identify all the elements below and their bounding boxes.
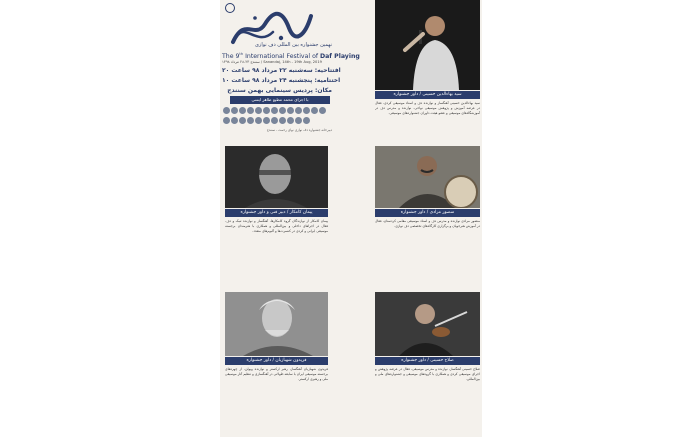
judge-photo-4 — [225, 292, 328, 356]
sponsor-logo-icon — [311, 107, 318, 114]
sponsor-logo-icon — [295, 117, 302, 124]
sponsor-logo-icon — [271, 107, 278, 114]
judge-caption-4: فریدون شهبازیان / داور جشنواره — [225, 357, 328, 365]
sponsor-logo-icon — [247, 107, 254, 114]
sponsor-logo-icon — [319, 107, 326, 114]
festival-dates: سنندج ۲۳-۲۸ مرداد ۱۳۹۸ / Sanandaj, 14th - 19th Aug, 2019 — [222, 60, 322, 64]
sponsor-logo-icon — [279, 117, 286, 124]
judge-bio-1: سید بهاءالدین حسینی آهنگساز و نوازنده دف و استاد موسیقی کردی، فعال در عرصه آموزش و پژوهش موسیقی نواحی، نوازنده و مدرس دف در آموزشگاه‌های موسیقی و عضو هیئت داوران جشنواره‌های موسیقی. — [375, 101, 480, 116]
judge-photo-1 — [375, 0, 480, 90]
sponsor-logo-icon — [239, 117, 246, 124]
sponsor-logo-icon — [255, 107, 262, 114]
judge-bio-2: پیمان کامکار از نوازندگان گروه کامکارها، آهنگساز و نوازنده تنبک و دف، فعال در اجراهای داخلی و بین‌المللی و همکاری با هنرمندان برجسته موسیقی ایرانی و کردی در کنسرت‌ها و آلبوم‌های متعدد. — [225, 219, 328, 234]
sponsor-logo-icon — [263, 107, 270, 114]
judge-caption-1: سید بهاءالدین حسینی / داور جشنواره — [375, 91, 480, 99]
festival-credits: دبیرخانه جشنواره دف نوازی نوای رحمت - سنندج — [266, 128, 332, 132]
sponsor-logos — [223, 107, 331, 125]
sponsor-logo-icon — [303, 117, 310, 124]
judge-caption-3: منصور مرادی / داور جشنواره — [375, 209, 480, 217]
sponsor-logo-icon — [239, 107, 246, 114]
closing-schedule: اختتامیه: پنجشنبه ۲۴ مرداد ۹۸ ساعت ۱۰ — [222, 77, 341, 84]
judge-caption-2: پیمان کامکار / دبیر فنی و داور جشنواره — [225, 209, 328, 217]
venue-info: مکان: پردیس سینمایی بهمن سنندج — [227, 87, 332, 94]
sponsor-logo-icon — [247, 117, 254, 124]
sponsor-logo-icon — [287, 107, 294, 114]
festival-title-english: The 9th International Festival of Daf Playing — [222, 52, 360, 61]
sponsor-logo-icon — [279, 107, 286, 114]
sponsor-logo-icon — [223, 117, 230, 124]
sponsor-logo-icon — [287, 117, 294, 124]
judge-caption-5: صلاح حسینی / داور جشنواره — [375, 357, 480, 365]
judge-photo-2 — [225, 146, 328, 208]
judge-bio-5: صلاح حسینی آهنگساز، نوازنده و مدرس موسیقی، فعال در عرصه پژوهش و اجرای موسیقی کردی و همکاری با گروه‌های موسیقی و جشنواره‌های ملی و بین‌المللی. — [375, 367, 480, 382]
festival-poster — [220, 0, 482, 437]
festival-subtitle: نهمین جشنواره بین المللی دف نوازی — [254, 42, 332, 48]
judge-photo-5 — [375, 292, 480, 356]
sponsor-logo-icon — [231, 117, 238, 124]
judge-bio-3: منصور مرادی نوازنده و مدرس دف و استاد موسیقی مقامی کردستان، فعال در آموزش هنرجویان و برگزاری کارگاه‌های تخصصی دف نوازی. — [375, 219, 480, 229]
opening-schedule: افتتاحیه: سه‌شنبه ۲۲ مرداد ۹۸ ساعت ۲۰ — [222, 67, 341, 74]
sponsor-logo-icon — [263, 117, 270, 124]
judge-photo-3 — [375, 146, 480, 208]
sponsor-logo-icon — [271, 117, 278, 124]
sponsor-logo-icon — [231, 107, 238, 114]
sponsor-logo-icon — [295, 107, 302, 114]
sponsor-logo-icon — [223, 107, 230, 114]
sponsor-logo-icon — [255, 117, 262, 124]
host-banner: با اجرای محمد مطیع طاهر ایسی — [230, 96, 330, 104]
judge-bio-4: فریدون شهبازیان آهنگساز، رهبر ارکستر و نوازنده ویولن، از چهره‌های برجسته موسیقی ایران با سابقه طولانی در آهنگسازی و تنظیم آثار موسیقی ملی و رهبری ارکستر. — [225, 367, 328, 382]
sponsor-logo-icon — [303, 107, 310, 114]
